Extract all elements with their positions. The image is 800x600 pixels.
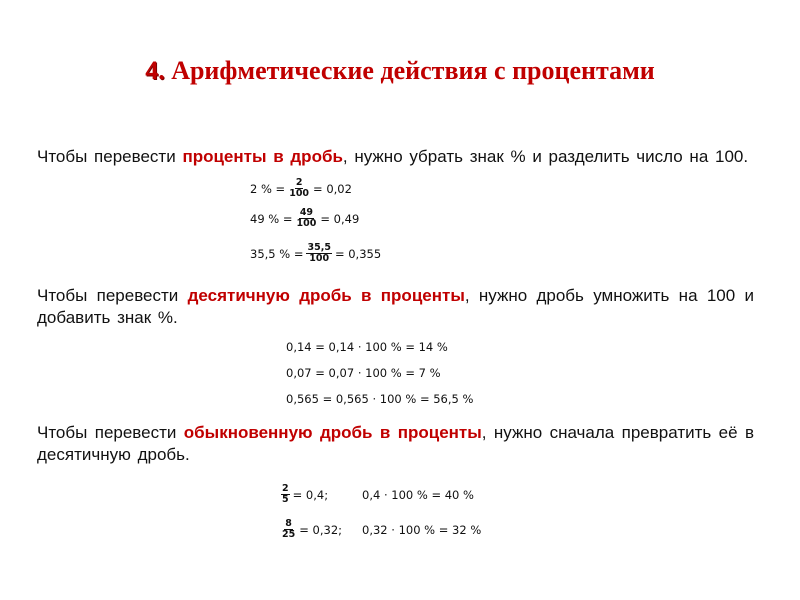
section2-highlight: десятичную дробь в проценты <box>187 286 465 305</box>
example-mid: = 0,32; <box>299 522 343 537</box>
section1-example-3 <box>250 243 381 264</box>
example-left: 35,5 % = <box>250 246 304 261</box>
slide-title <box>0 56 800 86</box>
section2-example-3 <box>286 392 473 406</box>
fraction-denominator: 100 <box>289 188 310 199</box>
section2-example-1 <box>286 340 448 354</box>
section2-example-2 <box>286 366 441 380</box>
title-number: 4. <box>145 56 165 85</box>
fraction <box>288 178 310 199</box>
section3-after: , нужно сначала превратить её в десятичную дробь. <box>37 423 754 464</box>
section1-paragraph <box>37 146 754 168</box>
fraction <box>296 208 318 229</box>
example-right: = 0,49 <box>320 211 360 226</box>
fraction-denominator: 25 <box>282 529 296 540</box>
example-left: 49 % = <box>250 211 293 226</box>
example-right: 0,4 · 100 % = 40 % <box>362 487 474 502</box>
example-text: 0,565 = 0,565 · 100 % = 56,5 % <box>286 392 474 406</box>
section1-after: , нужно убрать знак % и разделить число на 100. <box>342 147 749 166</box>
section3-paragraph <box>37 422 754 466</box>
fraction <box>281 484 290 505</box>
section2-paragraph <box>37 285 754 329</box>
section2-before: Чтобы перевести <box>37 286 188 305</box>
fraction-denominator: 100 <box>296 218 317 229</box>
fraction-numerator: 2 <box>295 177 303 188</box>
section3-before: Чтобы перевести <box>37 423 184 442</box>
section1-highlight: проценты в дробь <box>182 147 343 166</box>
fraction-denominator: 100 <box>309 253 330 264</box>
fraction-numerator: 2 <box>282 483 289 494</box>
fraction-numerator: 8 <box>285 518 292 529</box>
example-text: 0,14 = 0,14 · 100 % = 14 % <box>286 340 448 354</box>
section3-example-1 <box>278 483 474 505</box>
section1-example-2 <box>250 208 359 229</box>
example-mid: = 0,4; <box>292 487 329 502</box>
fraction <box>306 243 331 264</box>
section3-highlight: обыкновенную дробь в проценты <box>183 423 482 442</box>
fraction-denominator: 5 <box>282 494 289 505</box>
fraction <box>281 519 296 540</box>
section1-example-1 <box>250 178 352 199</box>
example-right: 0,32 · 100 % = 32 % <box>362 522 482 537</box>
example-left: 2 % = <box>250 181 286 196</box>
title-text: Арифметические действия с процентами <box>171 56 655 85</box>
section3-example-2 <box>278 518 482 540</box>
fraction-numerator: 35,5 <box>307 242 331 253</box>
section2-after: , нужно дробь умножить на 100 и добавить знак %. <box>37 286 755 327</box>
example-text: 0,07 = 0,07 · 100 % = 7 % <box>286 366 441 380</box>
example-right: = 0,02 <box>313 181 352 196</box>
section1-before: Чтобы перевести <box>37 147 183 166</box>
example-right: = 0,355 <box>334 246 382 261</box>
fraction-numerator: 49 <box>299 207 314 218</box>
